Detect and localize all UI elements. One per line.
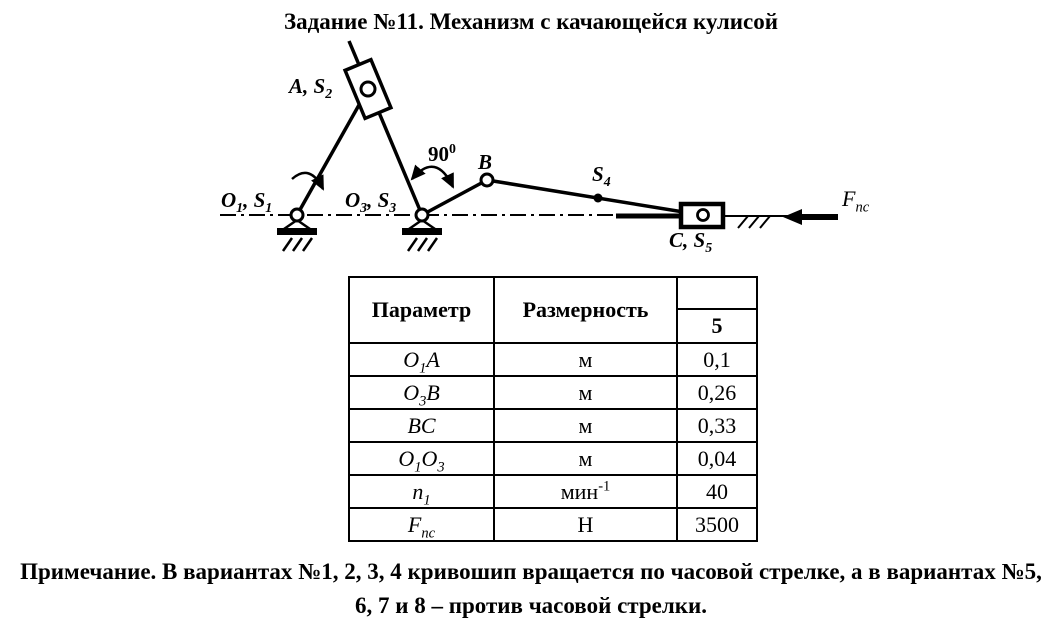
table-row	[349, 409, 757, 442]
label-angle-90: $90^0$	[428, 141, 456, 166]
mechanism-diagram	[0, 39, 1062, 265]
value-cell: 0,1	[677, 343, 757, 376]
force-arrow	[783, 209, 838, 225]
table-row	[349, 343, 757, 376]
note-text: Примечание. В вариантах №1, 2, 3, 4 кривошип вращается по часовой стрелке, а в вариантах №5, 6, 7 и 8 – против часовой стрелки.	[20, 559, 1042, 618]
unit-cell: м	[494, 343, 677, 376]
pin-a	[361, 82, 375, 96]
table-row	[349, 508, 757, 541]
param-cell: $O_1A$	[349, 343, 494, 376]
guide-hatching	[738, 216, 770, 228]
label-o1-s1: $O_1$, $S_1$	[221, 188, 273, 216]
table-row	[349, 376, 757, 409]
param-cell: $O_1O_3$	[349, 442, 494, 475]
unit-cell: м	[494, 442, 677, 475]
pin-c	[698, 210, 709, 221]
value-cell: 0,33	[677, 409, 757, 442]
table-row	[349, 442, 757, 475]
s4-point	[594, 194, 603, 203]
label-a-s2: A, $S_2$	[289, 74, 333, 102]
header-variant-number: 5	[677, 309, 757, 343]
header-variant-empty	[677, 277, 757, 309]
param-cell: $F_{пс}$	[349, 508, 494, 541]
label-o3-s3: $O_3$, $S_3$	[345, 188, 397, 216]
page-title: Задание №11. Механизм с качающейся кулисой	[283, 9, 778, 34]
label-c-s5: C, $S_5$	[669, 228, 713, 256]
parameters-table	[348, 276, 758, 542]
header-dimension: Размерность	[494, 277, 677, 343]
table-row	[349, 475, 757, 508]
unit-cell: мин$^{-1}$	[494, 475, 677, 508]
header-parameter: Параметр	[349, 277, 494, 343]
joint-b	[481, 174, 493, 186]
label-b: B	[478, 150, 493, 174]
link-o3b	[422, 180, 487, 215]
angle-arc	[412, 167, 453, 187]
param-cell: $O_3B$	[349, 376, 494, 409]
value-cell: 0,26	[677, 376, 757, 409]
label-s4: $S_4$	[592, 162, 611, 190]
value-cell: 0,04	[677, 442, 757, 475]
value-cell: 40	[677, 475, 757, 508]
param-cell: BC	[349, 409, 494, 442]
unit-cell: м	[494, 409, 677, 442]
label-f-force: $F_{пс}$	[842, 186, 870, 216]
unit-cell: Н	[494, 508, 677, 541]
value-cell: 3500	[677, 508, 757, 541]
param-cell: $n_1$	[349, 475, 494, 508]
mechanism-drawing	[0, 39, 1062, 265]
unit-cell: м	[494, 376, 677, 409]
